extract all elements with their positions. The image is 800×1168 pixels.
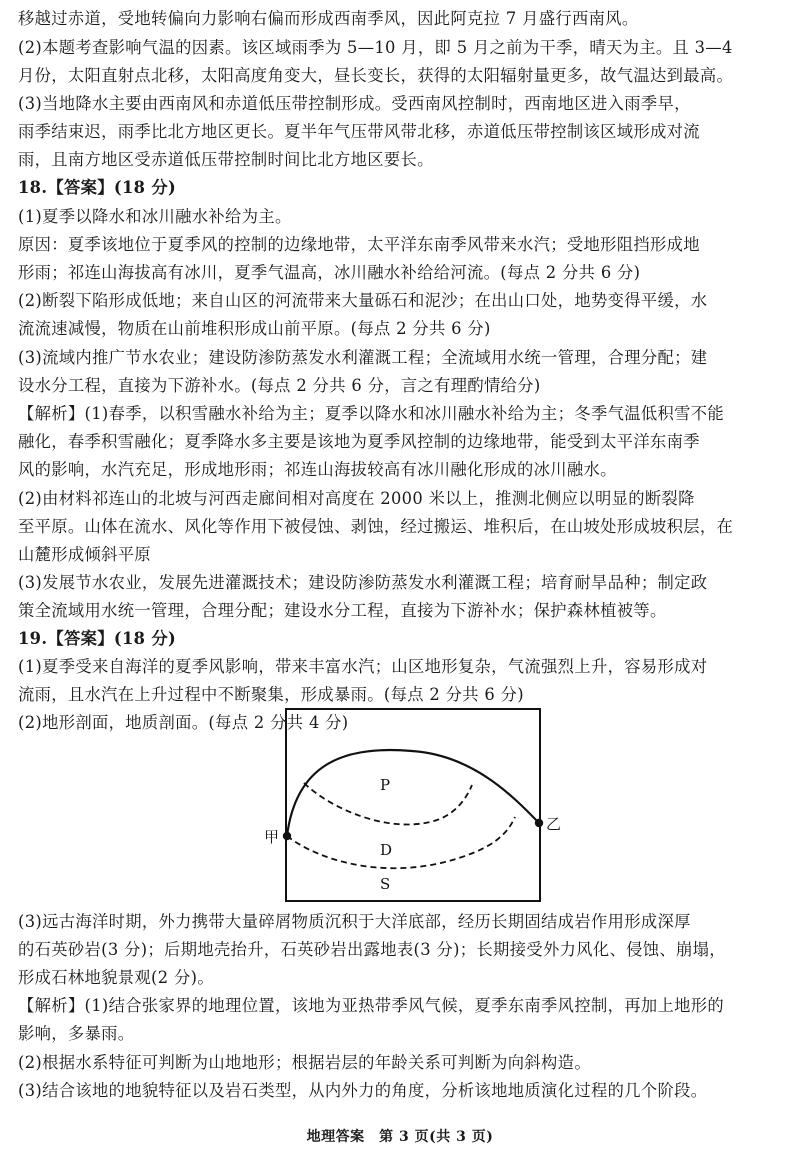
- page-footer: 地理答案 第 3 页(共 3 页): [306, 1129, 494, 1145]
- text-line: 风的影响，水汽充足，形成地形雨；祁连山海拔较高有冰川融化形成的冰川融水。: [18, 460, 617, 479]
- text-line: 影响，多暴雨。: [18, 1024, 135, 1043]
- text-line: 山麓形成倾斜平原: [18, 545, 152, 564]
- lower-rock-boundary: [287, 817, 515, 868]
- text-line: (2)根据水系特征可判断为山地地形；根据岩层的年龄关系可判断为向斜构造。: [18, 1053, 591, 1072]
- text-line: (2)断裂下陷形成低地；来自山区的河流带来大量砾石和泥沙；在出山口处，地势变得平缓，水: [18, 291, 708, 310]
- text-line: 设水分工程，直接为下游补水。(每点 2 分共 6 分，言之有理酌情给分): [18, 376, 541, 395]
- text-line: 策全流域用水统一管理，合理分配；建设水分工程，直接为下游补水；保护森林植被等。: [18, 601, 667, 620]
- layer-d-label: D: [380, 841, 393, 859]
- text-line: (2)地形剖面，地质剖面。(每点 2 分共 4 分): [18, 713, 349, 732]
- geologic-profile-figure: [262, 705, 562, 905]
- question-18-heading: 18.【答案】(18 分): [18, 178, 177, 197]
- text-line: 融化，春季积雪融化；夏季降水多主要是该地为夏季风控制的边缘地带，能受到太平洋东南季: [18, 432, 700, 451]
- text-line: 形雨；祁连山海拔高有冰川，夏季气温高，冰川融水补给给河流。(每点 2 分共 6 分): [18, 263, 641, 282]
- text-line: 的石英砂岩(3 分)；后期地壳抬升，石英砂岩出露地表(3 分)；长期接受外力风化、侵蚀、崩塌，: [18, 940, 726, 959]
- terrain-surface-line: [287, 750, 539, 836]
- geologic-profile-diagram: [262, 705, 562, 905]
- text-line: 形成石林地貌景观(2 分)。: [18, 968, 214, 987]
- text-line: (2)本题考查影响气温的因素。该区域雨季为 5—10 月，即 5 月之前为干季，晴天为主。且 3—4: [18, 38, 733, 57]
- text-line: (3)结合该地的地貌特征以及岩石类型，从内外力的角度，分析该地地质演化过程的几个阶段。: [18, 1081, 708, 1100]
- text-line: (3)远古海洋时期，外力携带大量碎屑物质沉积于大洋底部，经历长期固结成岩作用形成深厚: [18, 912, 691, 931]
- text-line: 至平原。山体在流水、风化等作用下被侵蚀、剥蚀，经过搬运、堆积后，在山坡处形成坡积层，在: [18, 517, 734, 536]
- figure-frame: [286, 709, 540, 901]
- text-line: 月份，太阳直射点北移，太阳高度角变大，昼长变长，获得的太阳辐射量更多，故气温达到最高。: [18, 66, 734, 85]
- point-yi-label: 乙: [546, 815, 562, 833]
- analysis-heading-19: 【解析】(1)结合张家界的地理位置，该地为亚热带季风气候，夏季东南季风控制，再加上地形的: [18, 996, 724, 1015]
- text-line: 移越过赤道，受地转偏向力影响右偏而形成西南季风，因此阿克拉 7 月盛行西南风。: [18, 9, 639, 28]
- question-19-heading: 19.【答案】(18 分): [18, 629, 177, 648]
- point-jia-label: 甲: [264, 828, 280, 846]
- text-line: (3)当地降水主要由西南风和赤道低压带控制形成。受西南风控制时，西南地区进入雨季早，: [18, 94, 691, 113]
- point-yi-marker: [535, 819, 543, 827]
- text-line: (2)由材料祁连山的北坡与河西走廊间相对高度在 2000 米以上，推测北侧应以明显的断裂降: [18, 489, 695, 508]
- text-line: 流雨，且水汽在上升过程中不断聚集，形成暴雨。(每点 2 分共 6 分): [18, 685, 524, 704]
- text-line: (3)发展节水农业，发展先进灌溉技术；建设防渗防蒸发水利灌溉工程；培育耐旱品种；制定政: [18, 573, 708, 592]
- text-line: 雨，且南方地区受赤道低压带控制时间比北方地区要长。: [18, 150, 434, 169]
- point-jia-marker: [283, 832, 291, 840]
- text-line: 雨季结束迟，雨季比北方地区更长。夏半年气压带风带北移，赤道低压带控制该区域形成对流: [18, 122, 700, 141]
- text-line: 原因：夏季该地位于夏季风的控制的边缘地带，太平洋东南季风带来水汽；受地形阻挡形成地: [18, 235, 700, 254]
- text-line: 流流速减慢，物质在山前堆积形成山前平原。(每点 2 分共 6 分): [18, 319, 491, 338]
- text-line: (1)夏季受来自海洋的夏季风影响，带来丰富水汽；山区地形复杂，气流强烈上升，容易形成对: [18, 657, 708, 676]
- analysis-heading-18: 【解析】(1)春季，以积雪融水补给为主；夏季以降水和冰川融水补给为主；冬季气温低积雪不能: [18, 404, 724, 423]
- text-line: (1)夏季以降水和冰川融水补给为主。: [18, 207, 292, 226]
- text-line: (3)流域内推广节水农业；建设防渗防蒸发水利灌溉工程；全流域用水统一管理，合理分配；建: [18, 348, 708, 367]
- layer-s-label: S: [380, 875, 391, 893]
- layer-p-label: P: [380, 776, 391, 794]
